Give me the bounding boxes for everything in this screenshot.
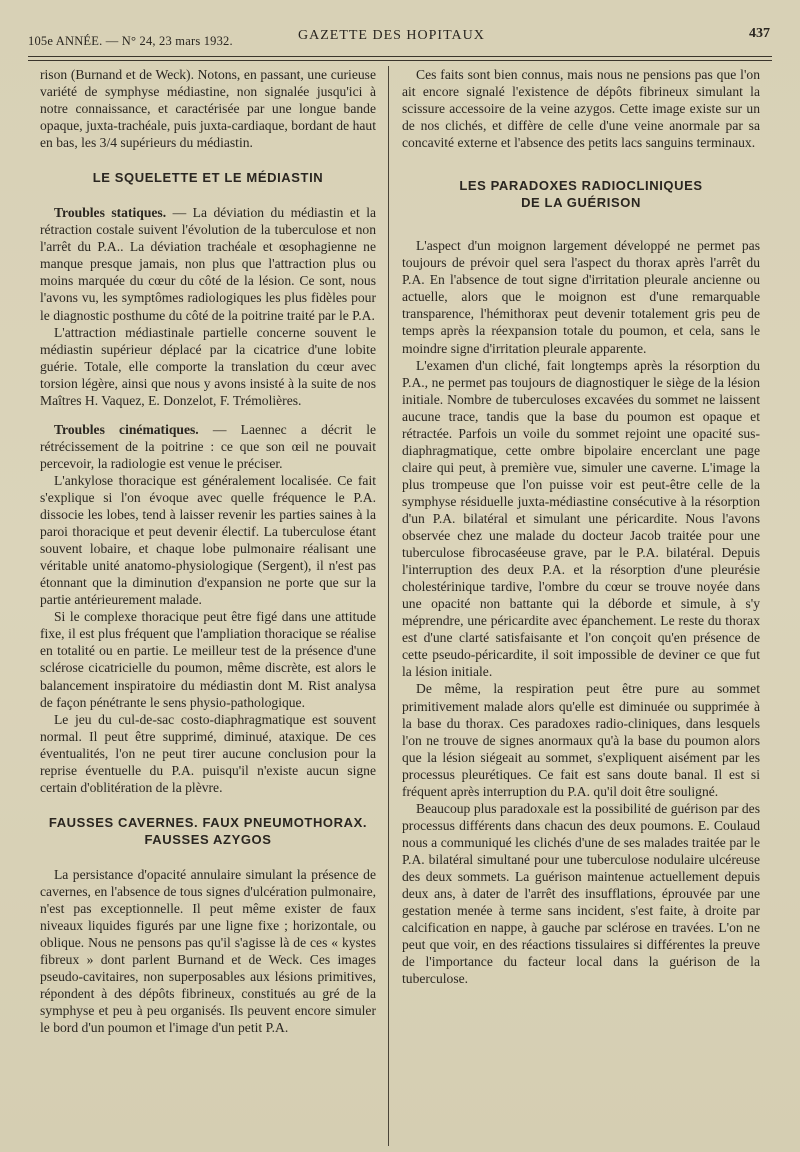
text-troubles-statiques: — La déviation du médiastin et la rétraction costale suivent l'évolution de la tuberculose et non l'arrêt du P.A.. La déviation trachéale et œsophagienne ne manque presque jamais, non plus que l'attraction plus ou moins marquée du cœur du côté de la lésion. Ce sont, nous l'avons vu, les symptômes radiologiques les plus fidèles pour le diagnostic posthume du côté de la poitrine traité par le P.A. — [40, 205, 377, 323]
section-heading-squelette: LE SQUELETTE ET LE MÉDIASTIN — [92, 170, 324, 186]
left-column — [40, 66, 376, 1036]
page-number: 437 — [749, 26, 770, 41]
text-troubles-cinematiques: — Laennec a décrit le rétrécissement de la poitrine : ce que son œil ne pouvait percevoir, la radiologie est venue le préciser. — [40, 421, 377, 471]
paragraph-beaucoup: Beaucoup plus paradoxale est la possibilité de guérison par des processus différents dans chacun des deux poumons. E. Coulaud nous a communiqué les clichés d'une de ses malades traitée par le P.A. bilatéral simultané pour une tuberculose nodulaire ulcéreuse des deux sommets. La guérison maintenue actuellement depuis deux ans, à dater de l'arrêt des insufflations, éprouvée par une gestation menée à terme sans incident, s'est faite, à droite par calcification en nappe, à gauche par sclérose en travées. L'on ne peut que voir, en des réactions tissulaires si différentes la preuve de l'importance du facteur local dans la guérison de la tuberculose. — [402, 800, 760, 987]
paragraph-aspect: L'aspect d'un moignon largement développé ne permet pas toujours de prévoir quel sera l'aspect du thorax après l'arrêt du P.A. En l'absence de tout signe d'irritation pleurale ancienne ou actuelle, alors que le moignon est d'une remarquable transparence, l'hémithorax peut devenir totalement gris peu de temps après la réexpansion totale du poumon, et cela, sans le moindre signe d'irritation pleurale apparente. — [402, 238, 760, 356]
paragraph-meme: De même, la respiration peut être pure au sommet primitivement malade alors qu'elle est diminuée ou supprimée à la base du thorax. Ces paradoxes radio-cliniques, dans lesquels l'on ne trouve de signes anormaux qu'à la base du poumon alors que la lésion siégeait au sommet, s'expliquent aisément par les processus pleurétiques. Ce fait est sans doute banal. Il est si fréquent après interruption du P.A. qu'il doit être souligné. — [402, 681, 760, 799]
runin-troubles-statiques: Troubles statiques. — [54, 205, 167, 221]
paragraph-troubles-cinematiques — [40, 421, 376, 472]
heading-line-1: FAUSSES CAVERNES. FAUX PNEUMOTHORAX. — [48, 814, 368, 830]
paragraph-complexe: Si le complexe thoracique peut être figé dans une attitude fixe, il est plus fréquent que l'ampliation thoracique se réalise en totalité ou en partie. Le meilleur test de la présence d'une sclérose cicatricielle du poumon, même discrète, est alors le balancement inspiratoire du médiastin dont M. Rist analysa de façon pénétrante le sens physio-pathologique. — [40, 609, 376, 710]
paragraph-attraction: L'attraction médiastinale partielle concerne souvent le médiastin supérieur déplacé par la cicatrice d'une lobite guérie. Totale, elle comporte la translation du cœur avec torsion légère, ainsi que nous y avons insisté à la suite de nos Maîtres H. Vaquez, E. Donzelot, F. Trémolières. — [40, 324, 376, 408]
paragraph-faits: Ces faits sont bien connus, mais nous ne pensions pas que l'on ait encore signalé l'existence de dépôts fibrineux simulant la scissure accessoire de la veine azygos. Cette image existe sur un de nos clichés, et diffère de celle d'une veine anormale par sa concavité externe et l'absence des petits lacs sanguins terminaux. — [402, 67, 760, 151]
heading-line-2: FAUSSES AZYGOS — [144, 831, 272, 847]
paragraph-examen: L'examen d'un cliché, fait longtemps après la résorption du P.A., ne permet pas toujours de diagnostiquer le siège de la lésion initiale. Nombre de tuberculoses excavées du sommet ne laissent aucune trace, tandis que la base du poumon est opaque et rétractée. Parfois un voile du sommet rejoint une opacité sus-diaphragmatique, cette ombre bipolaire encerclant une page claire qui peut, à première vue, simuler une caverne. L'image la plus trompeuse que l'on puisse voir est peut-être celle de la symphyse résiduelle juxta-médiastine consécutive à la résorption d'un P.A. bilatéral et simulant une péricardite. Nous l'avons observée chez une malade du docteur Jacob traitée pour une tuberculose fibrocaséeuse grave, par le P.A. bilatéral. Depuis l'interruption des deux P.A. et la résorption d'une pleurésie cholestérinique tardive, l'ombre du cœur se trouve noyée dans une opacité non battante qui la déborde et simule, à s'y méprendre, une péricardite avec épanchement. Le reste du thorax est d'une clarté satisfaisante et l'on conçoit qu'en présence de cette pseudo-péricardite, il soit impossible de deviner ce que fut la lésion initiale. — [402, 357, 760, 680]
section-heading-fausses-cavernes — [40, 814, 376, 848]
header-rule-thin — [28, 60, 772, 61]
right-column — [402, 66, 760, 987]
paragraph-ankylose: L'ankylose thoracique est généralement localisée. Ce fait s'explique si l'on évoque avec quelle fréquence le P.A. dissocie les lobes, tend à laisser revenir les parties saines à la paroi thoracique et peut devenir électif. La tuberculose étant souvent lobaire, et chaque lobe pulmonaire réalisant une véritable unité anatomo-physiologique (Sergent), il n'est pas étonnant que la diminution d'expansion ne porte que sur la partie antérieurement malade. — [40, 472, 376, 608]
heading-line-1: LES PARADOXES RADIOCLINIQUES — [459, 178, 703, 194]
paragraph-jeu: Le jeu du cul-de-sac costo-diaphragmatique est souvent normal. Il peut être supprimé, diminué, ataxique. De ces éventualités, l'on ne peut tirer aucune conclusion pour la reprise éventuelle du P.A. puisqu'il n'existe aucun signe certain d'oblitération de la plèvre. — [40, 711, 376, 795]
paragraph-troubles-statiques — [40, 204, 376, 323]
column-divider — [388, 66, 389, 1146]
paragraph-persistance: La persistance d'opacité annulaire simulant la présence de cavernes, en l'absence de tous signes d'ulcération pulmonaire, n'est pas exceptionnelle. Il peut même exister de faux niveaux liquides figurés par une ligne fixe ; horizontale, ou oblique. Nous ne pensons pas qu'il s'agisse là de ces « kystes fibreux » dont parlent Burnand et de Weck. Ces images pseudo-cavitaires, non superposables aux lésions primitives, répondent à des dépôts fibrineux, constitués au gré de la symphyse et peu à peu organisés. Ils peuvent encore simuler le bord d'un poumon et l'image d'un petit P.A. — [40, 866, 376, 1036]
running-header — [28, 24, 770, 54]
runin-troubles-cinematiques: Troubles cinématiques. — [54, 421, 199, 437]
heading-line-2: DE LA GUÉRISON — [521, 195, 641, 211]
header-rule — [28, 56, 772, 57]
journal-title: GAZETTE DES HOPITAUX — [298, 28, 485, 43]
issue-info: 105e ANNÉE. — N° 24, 23 mars 1932. — [28, 34, 233, 48]
intro-paragraph: rison (Burnand et de Weck). Notons, en passant, une curieuse variété de symphyse médiastine, non signalée jusqu'ici à notre connaissance, et caractérisée par une longue bande opaque, juxta-trachéale, puis juxta-cardiaque, bordant de haut en bas, les 3/4 supérieurs du médiastin. — [40, 67, 376, 151]
section-heading-paradoxes — [402, 177, 760, 211]
